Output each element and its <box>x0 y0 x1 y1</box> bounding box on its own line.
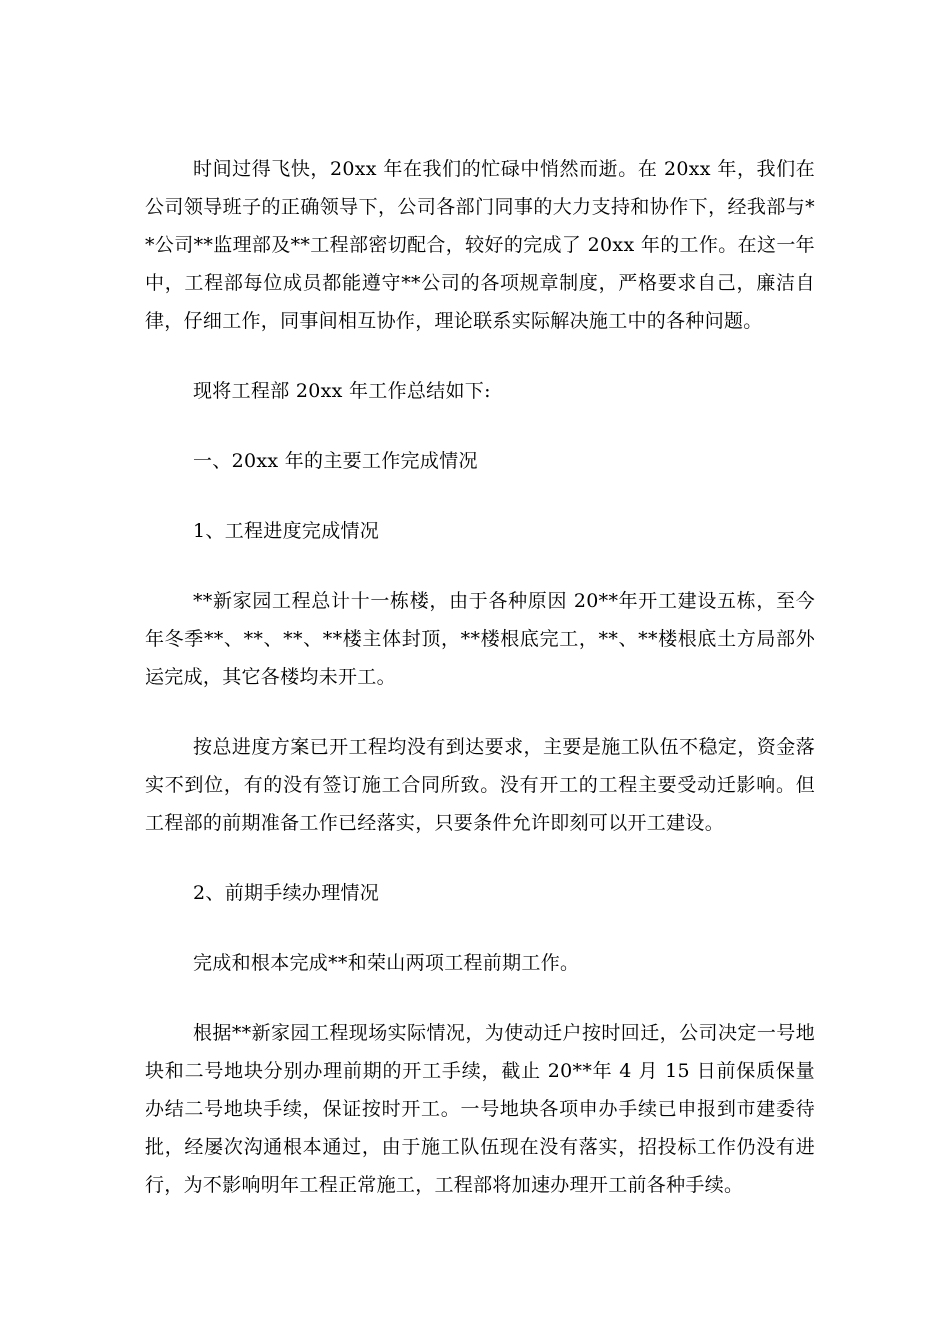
procedures-paragraph: 根据**新家园工程现场实际情况，为使动迁户按时回迁，公司决定一号地块和二号地块分别办理前期的开工手续，截止 20**年 4 月 15 日前保质保量办结二号地块手续，保证按时开工。一号地块各项申办手续已申报到市建委待批，经屡次沟通根本通过，由于施工队伍现在没有落实，招投标工作仍没有进行，为不影响明年工程正常施工，工程部将加速办理开工前各种手续。 <box>145 1022 815 1196</box>
subsection-heading-2: 2、前期手续办理情况 <box>193 882 380 904</box>
section-heading-1: 一、20xx 年的主要工作完成情况 <box>193 450 478 472</box>
intro-paragraph: 时间过得飞快，20xx 年在我们的忙碌中悄然而逝。在 20xx 年，我们在公司领导班子的正确领导下，公司各部门同事的大力支持和协作下，经我部与**公司**监理部及**工程部密切配合，较好的完成了 20xx 年的工作。在这一年中，工程部每位成员都能遵守**公司的各项规章制度，严格要求自己，廉洁自律，仔细工作，同事间相互协作，理论联系实际解决施工中的各种问题。 <box>145 158 815 332</box>
summary-lead: 现将工程部 20xx 年工作总结如下: <box>193 380 491 402</box>
subsection-heading-1: 1、工程进度完成情况 <box>193 520 380 542</box>
progress-paragraph: **新家园工程总计十一栋楼，由于各种原因 20**年开工建设五栋，至今年冬季**、**、**、**楼主体封顶，**楼根底完工，**、**楼根底土方局部外运完成，其它各楼均未开工。 <box>145 590 815 688</box>
schedule-paragraph: 按总进度方案已开工程均没有到达要求，主要是施工队伍不稳定，资金落实不到位，有的没有签订施工合同所致。没有开工的工程主要受动迁影响。但工程部的前期准备工作已经落实，只要条件允许即刻可以开工建设。 <box>145 736 815 834</box>
document-body <box>145 150 815 1204</box>
preliminary-paragraph: 完成和根本完成**和荣山两项工程前期工作。 <box>193 952 580 974</box>
